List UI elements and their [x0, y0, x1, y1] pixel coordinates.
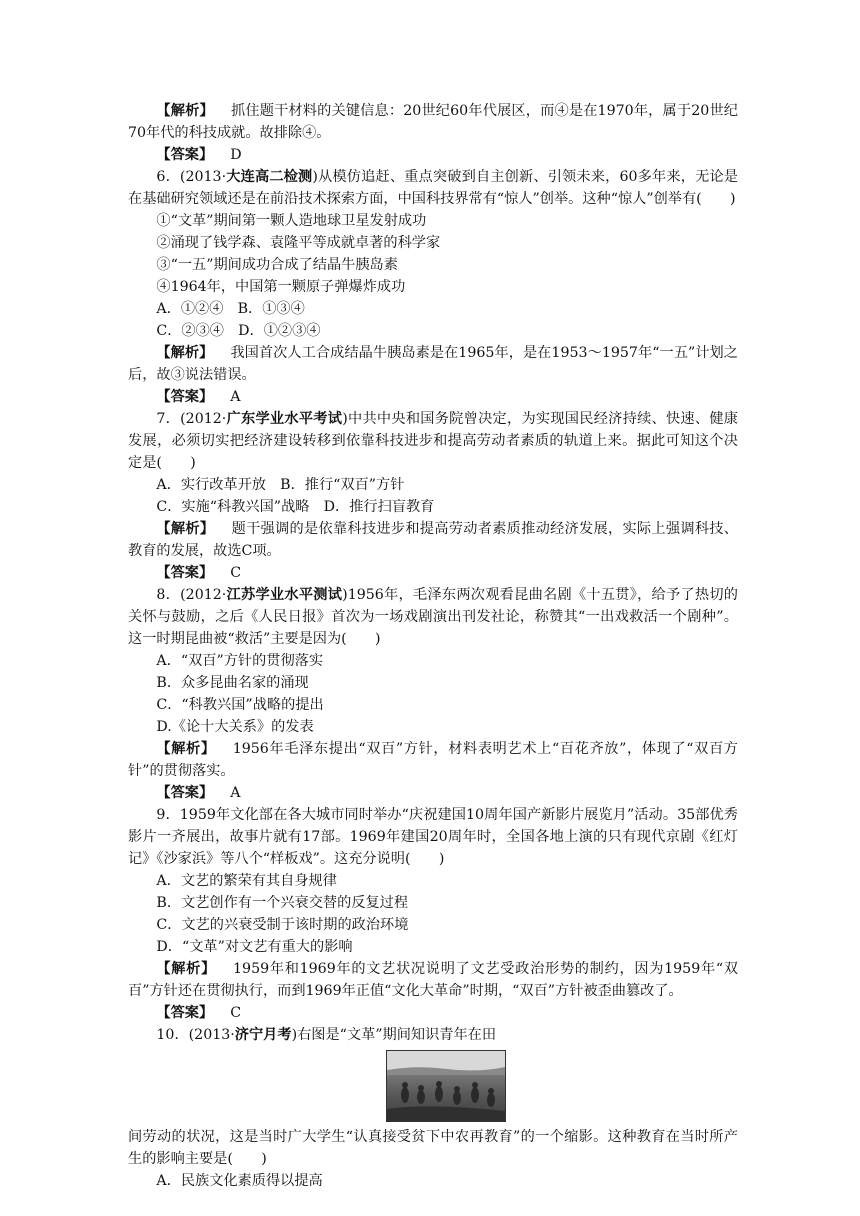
document-page — [128, 100, 738, 1192]
q9-option: A．文艺的繁荣有其自身规律 — [156, 873, 337, 889]
q6-options: C．②③④ D．①②③④ — [156, 323, 321, 339]
q9-analysis: 【解析】 1959年和1969年的文艺状况说明了文艺受政治形势的制约，因为1959年“双百”方针还在贯彻执行，而到1969年正值“文化大革命”时期，“双百”方针被歪曲篡改了。 — [128, 961, 738, 999]
q9-answer: 【答案】 C — [156, 1005, 242, 1021]
q9-option: B．文艺创作有一个兴衰交替的反复过程 — [156, 895, 409, 911]
q5-answer: 【答案】 D — [156, 147, 242, 163]
q6-analysis: 【解析】 我国首次人工合成结晶牛胰岛素是在1965年，是在1953～1957年“一五”计划之后，故③说法错误。 — [128, 345, 738, 383]
q6-item: ①“文革”期间第一颗人造地球卫星发射成功 — [156, 213, 427, 229]
q6-stem: 6．(2013·大连高二检测)从模仿追赶、重点突破到自主创新、引领未来，60多年来，无论是在基础研究领域还是在前沿技术探索方面，中国科技界常有“惊人”创举。这种“惊人”创举有( ) — [128, 169, 738, 207]
q6-item: ②涌现了钱学森、袁隆平等成就卓著的科学家 — [156, 235, 441, 251]
q5-analysis: 【解析】 抓住题干材料的关键信息：20世纪60年代展区，而④是在1970年，属于20世纪70年代的科技成就。故排除④。 — [128, 103, 738, 141]
q7-options: C．实施“科教兴国”战略 D．推行扫盲教育 — [156, 499, 435, 515]
q6-item: ③“一五”期间成功合成了结晶牛胰岛素 — [156, 257, 398, 273]
q8-answer: 【答案】 A — [156, 785, 241, 801]
field-labor-photo — [386, 1050, 506, 1122]
q6-options: A．①②④ B．①③④ — [156, 301, 305, 317]
q7-options: A．实行改革开放 B．推行“双百”方针 — [156, 477, 405, 493]
q6-answer: 【答案】 A — [156, 389, 241, 405]
q8-option: A．“双百”方针的贯彻落实 — [156, 653, 324, 669]
q10-stem-part1: 10．(2013·济宁月考)右图是“文革”期间知识青年在田 — [156, 1027, 497, 1043]
q7-answer: 【答案】 C — [156, 565, 242, 581]
q8-option: D.《论十大关系》的发表 — [156, 719, 314, 735]
q10-stem-part2: 间劳动的状况，这是当时广大学生“认真接受贫下中农再教育”的一个缩影。这种教育在当时所产生的影响主要是( ) — [128, 1129, 738, 1167]
q9-stem: 9．1959年文化部在各大城市同时举办“庆祝建国10周年国产新影片展览月”活动。35部优秀影片一齐展出，故事片就有17部。1969年建国20周年时，全国各地上演的只有现代京剧《红灯记》《沙家浜》等八个“样板戏”。这充分说明( ) — [128, 807, 738, 867]
q8-option: C．“科教兴国”战略的提出 — [156, 697, 324, 713]
q7-stem: 7．(2012·广东学业水平考试)中共中央和国务院曾决定，为实现国民经济持续、快速、健康发展，必须切实把经济建设转移到依靠科技进步和提高劳动者素质的轨道上来。据此可知这个决定是( ) — [128, 411, 738, 471]
q6-item: ④1964年，中国第一颗原子弹爆炸成功 — [156, 279, 406, 295]
q8-option: B．众多昆曲名家的涌现 — [156, 675, 309, 691]
q8-analysis: 【解析】 1956年毛泽东提出“双百”方针，材料表明艺术上“百花齐放”，体现了“双百方针”的贯彻落实。 — [128, 741, 738, 779]
q7-analysis: 【解析】 题干强调的是依靠科技进步和提高劳动者素质推动经济发展，实际上强调科技、教育的发展，故选C项。 — [128, 521, 738, 559]
q9-option: D．“文革”对文艺有重大的影响 — [156, 939, 353, 955]
q10-option: A．民族文化素质得以提高 — [156, 1173, 323, 1189]
q9-option: C．文艺的兴衰受制于该时期的政治环境 — [156, 917, 409, 933]
q8-stem: 8．(2012·江苏学业水平测试)1956年，毛泽东两次观看昆曲名剧《十五贯》，给予了热切的关怀与鼓励，之后《人民日报》首次为一场戏剧演出刊发社论，称赞其“一出戏救活一个剧种”。这一时期昆曲被“救活”主要是因为( ) — [128, 587, 738, 647]
